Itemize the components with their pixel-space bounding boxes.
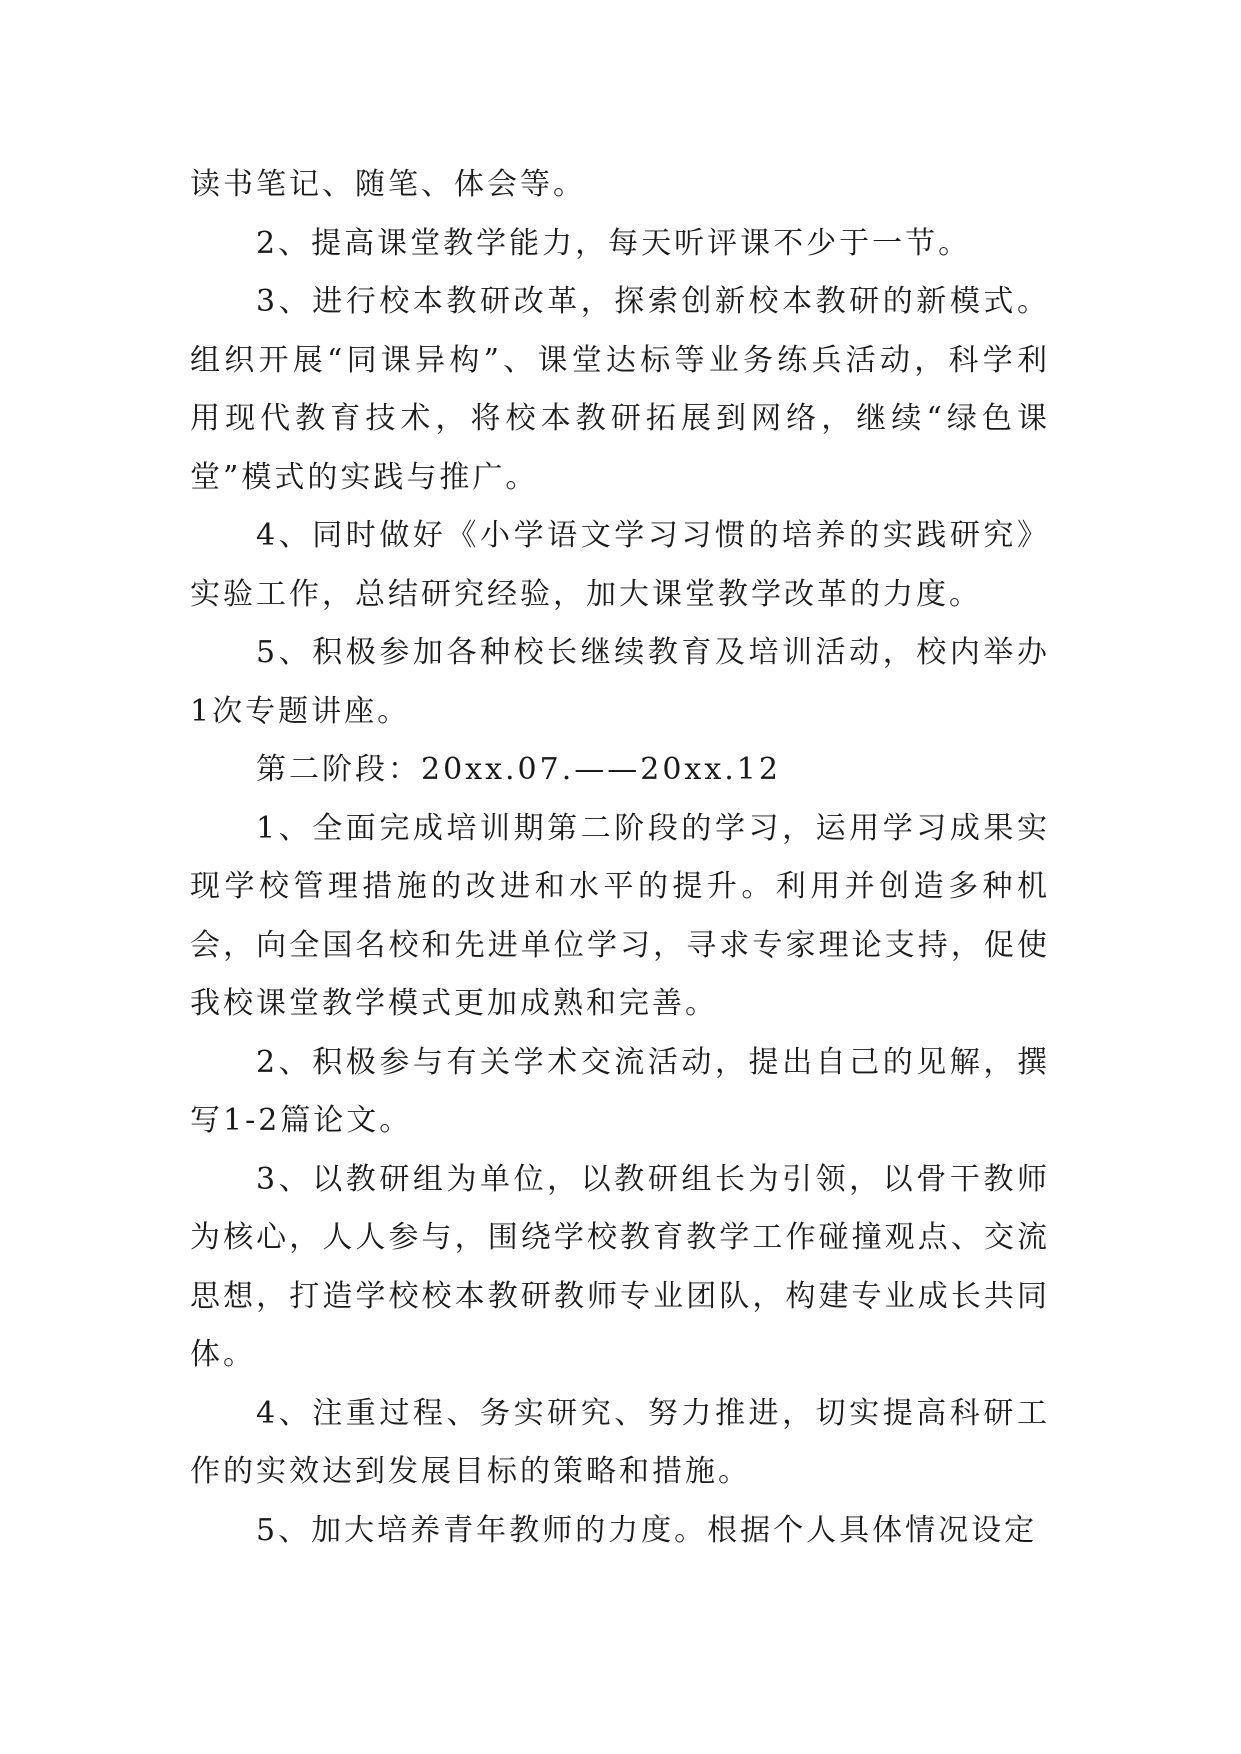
paragraph-stage2-item-4: 4、注重过程、务实研究、努力推进，切实提高科研工作的实效达到发展目标的策略和措施。: [190, 1395, 1050, 1489]
stage-two-heading: 第二阶段：20xx.07.——20xx.12: [256, 752, 781, 787]
document-body: [190, 156, 1050, 1560]
paragraph-item-4-experiment-work: 4、同时做好《小学语文学习习惯的培养的实践研究》实验工作，总结研究经验，加大课堂教学改革的力度。: [190, 518, 1050, 612]
paragraph-item-5-training-activities: 5、积极参加各种校长继续教育及培训活动，校内举办1次专题讲座。: [190, 635, 1050, 729]
paragraph-stage2-item-3: 3、以教研组为单位，以教研组长为引领，以骨干教师为核心，人人参与，围绕学校教育教学工作碰撞观点、交流思想，打造学校校本教研教师专业团队，构建专业成长共同体。: [190, 1161, 1050, 1372]
paragraph-item-3-school-research-reform: 3、进行校本教研改革，探索创新校本教研的新模式。组织开展“同课异构”、课堂达标等业务练兵活动，科学利用现代教育技术，将校本教研拓展到网络，继续“绿色课堂”模式的实践与推广。: [190, 284, 1050, 495]
paragraph-stage2-item-5: 5、加大培养青年教师的力度。根据个人具体情况设定: [256, 1512, 1038, 1548]
paragraph-stage2-item-2: 2、积极参与有关学术交流活动，提出自己的见解，撰写1-2篇论文。: [190, 1044, 1050, 1138]
paragraph-item-2-teaching-ability: 2、提高课堂教学能力，每天听评课不少于一节。: [256, 225, 972, 261]
paragraph-continuation: 读书笔记、随笔、体会等。: [190, 167, 586, 202]
paragraph-stage2-item-1: 1、全面完成培训期第二阶段的学习，运用学习成果实现学校管理措施的改进和水平的提升。利用并创造多种机会，向全国名校和先进单位学习，寻求专家理论支持，促使我校课堂教学模式更加成熟和完善。: [190, 810, 1050, 1021]
